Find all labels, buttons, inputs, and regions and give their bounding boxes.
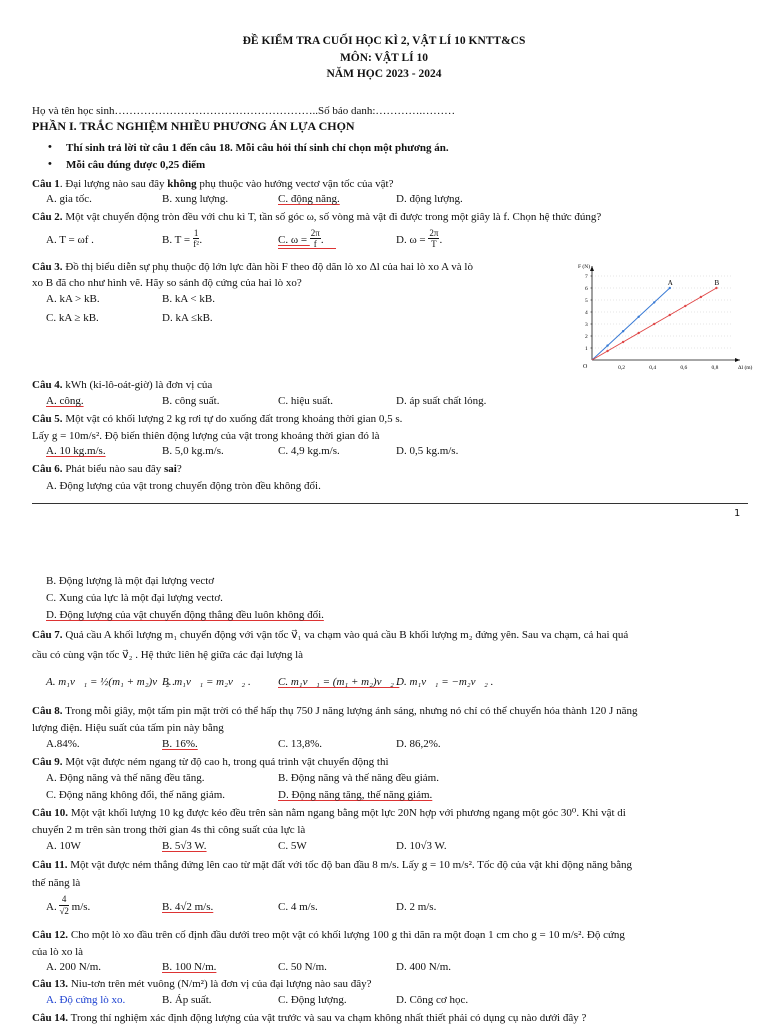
data-point-A [622,330,624,332]
x-axis-label: Δl (m) [738,365,753,371]
section-title: PHẦN I. TRẮC NGHIỆM NHIỀU PHƯƠNG ÁN LỰA CHỌN [32,119,355,133]
data-point-A [637,316,639,318]
q11-a-fraction [59,894,68,917]
q6-tail: ? [176,463,182,475]
q3-option-a[interactable]: A. kA > kB. [46,293,100,305]
y-axis-label: F (N) [578,264,591,270]
q7-text1: Quả cầu A khối lượng m₁ chuyển động với vận tốc v⃗₁ va chạm vào quả cầu B khối lượng m₂ đứng yên. Sau va chạm, cả hai quả [62,629,629,641]
q13-option-d[interactable]: D. Công cơ học. [396,994,469,1006]
q11-option-a[interactable] [46,894,90,917]
q5-label: Câu 5. [32,413,63,425]
q7-text2: cầu có cùng vận tốc v⃗₂ . Hệ thức liên hệ giữa các đại lượng là [32,649,304,661]
bullet-icon: • [48,141,52,153]
q2-b-prefix: B. T = [162,234,193,246]
q7-option-a[interactable]: A. m₁v⃗₁ = ½(m₁ + m₂)v⃗₂ . [46,676,175,688]
q6-option-b[interactable]: B. Động lượng là một đại lượng vectơ [46,575,215,587]
q11-option-b[interactable]: B. 4√2 m/s. [162,901,214,913]
q6-text: Phát biểu nào sau đây [62,463,164,475]
series-label-A: A [667,279,673,287]
data-point-A [669,287,671,289]
question-11 [32,858,632,872]
data-point-B [622,341,624,343]
q9-label: Câu 9. [32,756,63,768]
q9-option-c[interactable]: C. Động năng không đổi, thế năng giảm. [46,789,226,801]
x-tick-label: 0,6 [680,365,688,371]
question-13 [32,977,372,991]
y-tick-label: 4 [585,310,588,316]
q5-option-d[interactable]: D. 0,5 kg.m/s. [396,445,459,457]
q13-option-b[interactable]: B. Áp suất. [162,994,212,1006]
q5-option-a[interactable]: A. 10 kg.m/s. [46,445,106,457]
q1-bold: không [167,178,197,190]
exam-title: ĐỀ KIỂM TRA CUỐI HỌC KÌ 2, VẬT LÍ 10 KNTT&CS [242,35,526,47]
q4-option-b[interactable]: B. công suất. [162,395,220,407]
q1-option-c[interactable]: C. động năng. [278,193,340,205]
q4-option-a[interactable]: A. công. [46,395,84,407]
q10-text1: Một vật khối lượng 10 kg được kéo đều trên sàn nằm ngang bằng một lực 20N hợp với phương ngang một góc 30⁰. Khi vật di [68,807,626,819]
q10-label: Câu 10. [32,807,69,819]
rule-2: Mỗi câu đúng được 0,25 điểm [66,159,206,171]
data-point-B [684,305,686,307]
q4-option-c[interactable]: C. hiệu suất. [278,395,333,407]
q1-text-b: phụ thuộc vào hướng vectơ vận tốc của vật? [196,178,394,190]
q6-bold: sai [164,463,177,475]
q11-option-d[interactable]: D. 2 m/s. [396,901,437,913]
q11-a-unit: m/s. [68,901,91,913]
q10-text2: chuyển 2 m trên sàn trong thời gian 4s thì công suất của lực là [32,824,306,836]
q3-text1: Đồ thị biểu diễn sự phụ thuộc độ lớn lực đàn hồi F theo độ dãn lò xo Δl của hai lò xo A và lò [62,261,473,273]
q6-option-c[interactable]: C. Xung của lực là một đại lượng vectơ. [46,592,223,604]
q4-option-d[interactable]: D. áp suất chất lỏng. [396,395,487,407]
q11-option-c[interactable]: C. 4 m/s. [278,901,318,913]
page-divider [32,503,748,504]
y-tick-label: 1 [585,346,588,352]
x-tick-label: 0,4 [649,365,657,371]
data-point-B [715,287,717,289]
q10-option-c[interactable]: C. 5W [278,840,307,852]
q2-c-den: f [313,239,317,249]
q3-option-d[interactable]: D. kA ≤kB. [162,312,213,324]
data-point-A [606,344,608,346]
q9-option-d[interactable]: D. Động năng tăng, thế năng giảm. [278,789,433,801]
q12-text2: của lò xo là [32,946,84,958]
q2-label: Câu 2. [32,211,63,223]
q11-a-prefix: A. [46,901,57,913]
q7-label: Câu 7. [32,629,63,641]
q6-label: Câu 6. [32,463,63,475]
q1-label: Câu 1 [32,178,60,190]
q3-option-c[interactable]: C. kA ≥ kB. [46,312,99,324]
q5-option-b[interactable]: B. 5,0 kg.m/s. [162,445,224,457]
q10-option-d[interactable]: D. 10√3 W. [396,840,447,852]
q9-text: Một vật được ném ngang từ độ cao h, trong quá trình vật chuyển động thì [62,756,389,768]
q2-option-a[interactable]: A. T = ωf . [46,234,94,246]
x-tick-label: 0,2 [618,365,625,371]
q8-text1: Trong mỗi giây, một tấm pin mặt trời có thể hấp thụ 750 J năng lượng ánh sáng, nhưng nó chỉ có thể chuyển hóa thành 120 J năng [62,705,638,717]
q7-option-c[interactable]: C. m₁v⃗₁ = (m₁ + m₂)v⃗₂ . [278,676,400,688]
q4-text: kWh (ki-lô-oát-giờ) là đơn vị của [62,379,213,391]
exam-subject: MÔN: VẬT LÍ 10 [339,52,429,64]
q1-option-b[interactable]: B. xung lượng. [162,193,229,205]
q3-option-b[interactable]: B. kA < kB. [162,293,215,305]
q1-option-a[interactable]: A. gia tốc. [46,193,92,205]
q11-text2: thế năng là [32,877,81,889]
q12-option-b[interactable]: B. 100 N/m. [162,961,217,973]
x-axis-arrow-icon [735,358,740,362]
question-2 [32,210,601,224]
q13-option-c[interactable]: C. Động lượng. [278,994,347,1006]
q12-option-a[interactable]: A. 200 N/m. [46,961,101,973]
q12-text1: Cho một lò xo đầu trên cố định đầu dưới treo một vật có khối lượng 100 g thì dãn ra một đoạn 1 cm cho g = 10 m/s². Độ cứng [68,929,625,941]
question-3 [32,260,473,274]
question-12 [32,928,625,942]
q13-option-a[interactable]: A. Độ cứng lò xo. [46,994,126,1006]
q5-option-c[interactable]: C. 4,9 kg.m/s. [278,445,340,457]
q2-option-b[interactable] [162,228,202,249]
q8-label: Câu 8. [32,705,63,717]
q9-option-b[interactable]: B. Động năng và thế năng đều giảm. [278,772,439,784]
q7-option-d[interactable]: D. m₁v⃗₁ = −m₂v⃗₂ . [396,676,494,688]
q8-option-b[interactable]: B. 16%. [162,738,198,750]
y-tick-label: 5 [585,298,588,304]
q2-c-dot: . [320,234,324,246]
question-1 [32,177,393,191]
q9-option-a[interactable]: A. Động năng và thế năng đều tăng. [46,772,205,784]
q8-option-c[interactable]: C. 13,8%. [278,738,322,750]
q2-text: Một vật chuyển động tròn đều với chu kì T, tần số góc ω, số vòng mà vật đi được trong một giây là f. Chọn hệ thức đúng? [62,211,602,223]
question-4 [32,378,212,392]
q7-option-b[interactable]: B. m₁v⃗₁ = m₂v⃗₂ . [162,676,251,688]
question-6 [32,462,182,476]
q2-c-fraction [310,228,321,249]
q2-d-den: T [431,239,437,249]
q13-text: Niu-tơn trên mét vuông (N/m²) là đơn vị của đại lượng nào sau đây? [68,978,372,990]
q14-label: Câu 14. [32,1012,69,1024]
q2-b-num: 1 [193,228,199,238]
student-info-line: Họ và tên học sinh………………………………………………..Số báo danh:………….……… [32,105,456,117]
q2-c-underline [278,248,336,249]
q13-label: Câu 13. [32,978,69,990]
y-tick-label: 3 [585,322,588,328]
q2-b-den: f² [193,239,199,249]
question-9 [32,755,389,769]
q5-text2: Lấy g = 10m/s². Độ biến thiên động lượng của vật trong khoảng thời gian đó là [32,430,380,442]
q14-text: Trong thí nghiệm xác định động lượng của vật trước và sau va chạm không nhất thiết phải có dụng cụ nào dưới đây ? [68,1012,587,1024]
data-point-B [653,323,655,325]
q10-option-a[interactable]: A. 10W [46,840,81,852]
q2-option-d[interactable] [396,228,442,249]
q3-text2: xo B đã cho như hình vẽ. Hãy so sánh độ cứng của hai lò xo? [32,277,302,289]
q2-c-num: 2π [310,228,320,238]
question-14 [32,1011,586,1025]
q11-a-den: √2 [59,906,69,916]
q6-option-d[interactable]: D. Động lượng của vật chuyển động thẳng đều luôn không đổi. [46,609,324,621]
question-8 [32,704,637,718]
q8-text2: lượng điện. Hiệu suất của tấm pin này bằng [32,722,224,734]
q2-d-num: 2π [429,228,439,238]
q11-label: Câu 11. [32,859,68,871]
y-tick-label: 7 [585,274,588,280]
q2-d-dot: . [439,234,443,246]
question-10 [32,806,626,820]
q2-d-prefix: D. ω = [396,234,429,246]
question-7 [32,628,628,642]
q2-option-c[interactable] [278,228,324,249]
series-label-B: B [714,279,720,287]
data-point-B [606,350,608,352]
q8-option-d[interactable]: D. 86,2%. [396,738,441,750]
y-tick-label: 6 [585,286,588,292]
spring-force-chart [570,262,753,374]
q8-option-a[interactable]: A.84%. [46,738,80,750]
q1-text-a: . Đại lượng nào sau đây [59,178,168,190]
q2-b-dot: . [199,234,203,246]
x-tick-label: 0,8 [711,365,719,371]
y-axis-arrow-icon [590,266,594,271]
data-point-A [653,301,655,303]
q6-option-a[interactable]: A. Động lượng của vật trong chuyển động tròn đều không đổi. [46,480,321,492]
y-tick-label: 2 [585,334,588,340]
q1-option-d[interactable]: D. động lượng. [396,193,463,205]
q4-label: Câu 4. [32,379,63,391]
exam-year: NĂM HỌC 2023 - 2024 [326,68,442,80]
page-number: 1 [733,508,740,519]
q5-text1: Một vật có khối lượng 2 kg rơi tự do xuống đất trong khoảng thời gian 0,5 s. [62,413,403,425]
q11-a-num: 4 [59,894,68,906]
q12-option-c[interactable]: C. 50 N/m. [278,961,327,973]
q2-d-fraction [428,228,439,249]
rule-1: Thí sinh trả lời từ câu 1 đến câu 18. Mỗi câu hỏi thí sinh chỉ chọn một phương án. [66,142,449,154]
q12-option-d[interactable]: D. 400 N/m. [396,961,451,973]
q12-label: Câu 12. [32,929,69,941]
data-point-B [637,332,639,334]
data-point-B [700,296,702,298]
question-5 [32,412,402,426]
data-point-B [669,314,671,316]
q3-label: Câu 3. [32,261,63,273]
origin-label: O [583,364,588,370]
q2-c-prefix: C. ω = [278,234,310,246]
q10-option-b[interactable]: B. 5√3 W. [162,840,207,852]
q11-text1: Một vật được ném thẳng đứng lên cao từ mặt đất với tốc độ ban đầu 8 m/s. Lấy g = 10 m/s². Tốc độ của vật khi động năng bằng [67,859,633,871]
bullet-icon: • [48,158,52,170]
